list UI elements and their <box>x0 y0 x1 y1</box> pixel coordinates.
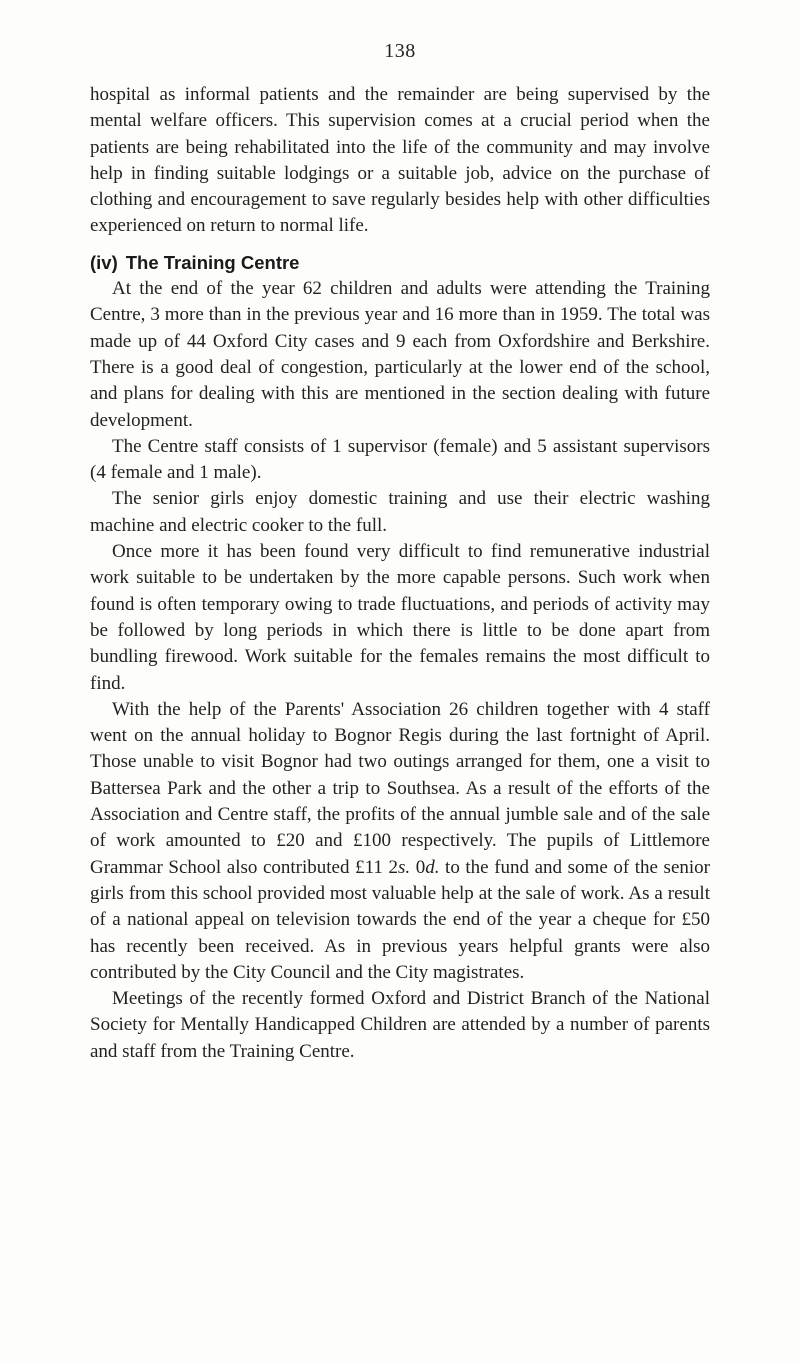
paragraph-holiday-fundraising <box>90 697 710 986</box>
pence-amount: 0 <box>410 856 426 878</box>
section-heading-number: (iv) <box>90 251 118 273</box>
section-heading <box>90 250 710 276</box>
body-text <box>90 82 710 1065</box>
shillings-abbrev: s. <box>397 856 411 878</box>
paragraph-holiday-text-1: With the help of the Parents' Association 26 children together with 4 staff went on the annual holiday to Bognor Regis during the last fortnight of April. Those unable to visit Bognor had two outings arranged for them, one a visit to Battersea Park and the other a trip to Southsea. As a result of the efforts of the Association and Centre staff, the profits of the annual jumble sale and of the sale of work amounted to £20 and £100 respectively. The pupils of Littlemore Grammar School also contributed £11 2 <box>90 698 710 878</box>
paragraph-staff: The Centre staff consists of 1 supervisor (female) and 5 assistant supervisors (4 female and 1 male). <box>90 435 710 484</box>
paragraph-domestic-training: The senior girls enjoy domestic training and use their electric washing machine and electric cooker to the full. <box>90 488 710 536</box>
pence-abbrev: d. <box>425 856 440 878</box>
paragraph-holiday-text-2: to the fund and some of the senior girls from this school provided most valuable help at the sale of work. As a result of a national appeal on television towards the end of the year a cheque for £50 has recently been received. As in previous years helpful grants were also contributed by the City Council and the City magistrates. <box>90 856 710 983</box>
paragraph-meetings: Meetings of the recently formed Oxford and District Branch of the National Society for Mentally Handicapped Children are attended by a number of parents and staff from the Training Centre. <box>90 988 710 1062</box>
paragraph-industrial-work: Once more it has been found very difficult to find remunerative industrial work suitable to be undertaken by the more capable persons. Such work when found is often temporary owing to trade fluctuations, and periods of activity may be followed by long periods in which there is little to be done apart from bundling firewood. Work suitable for the females remains the most difficult to find. <box>90 541 710 694</box>
paragraph-continuation: hospital as informal patients and the remainder are being supervised by the mental welfare officers. This supervision comes at a crucial period when the patients are being rehabilitated into the life of the community and may involve help in finding suitable lodgings or a suitable job, advice on the purchase of clothing and encouragement to save regularly besides help with other difficulties experienced on return to normal life. <box>90 84 710 237</box>
section-heading-title: The Training Centre <box>125 251 300 273</box>
page-number: 138 <box>384 40 416 62</box>
paragraph-attendance: At the end of the year 62 children and adults were attending the Training Centre, 3 more than in the previous year and 16 more than in 1959. The total was made up of 44 Oxford City cases and 9 each from Oxfordshire and Berkshire. There is a good deal of congestion, particularly at the lower end of the school, and plans for dealing with this are mentioned in the section dealing with future development. <box>90 278 710 431</box>
